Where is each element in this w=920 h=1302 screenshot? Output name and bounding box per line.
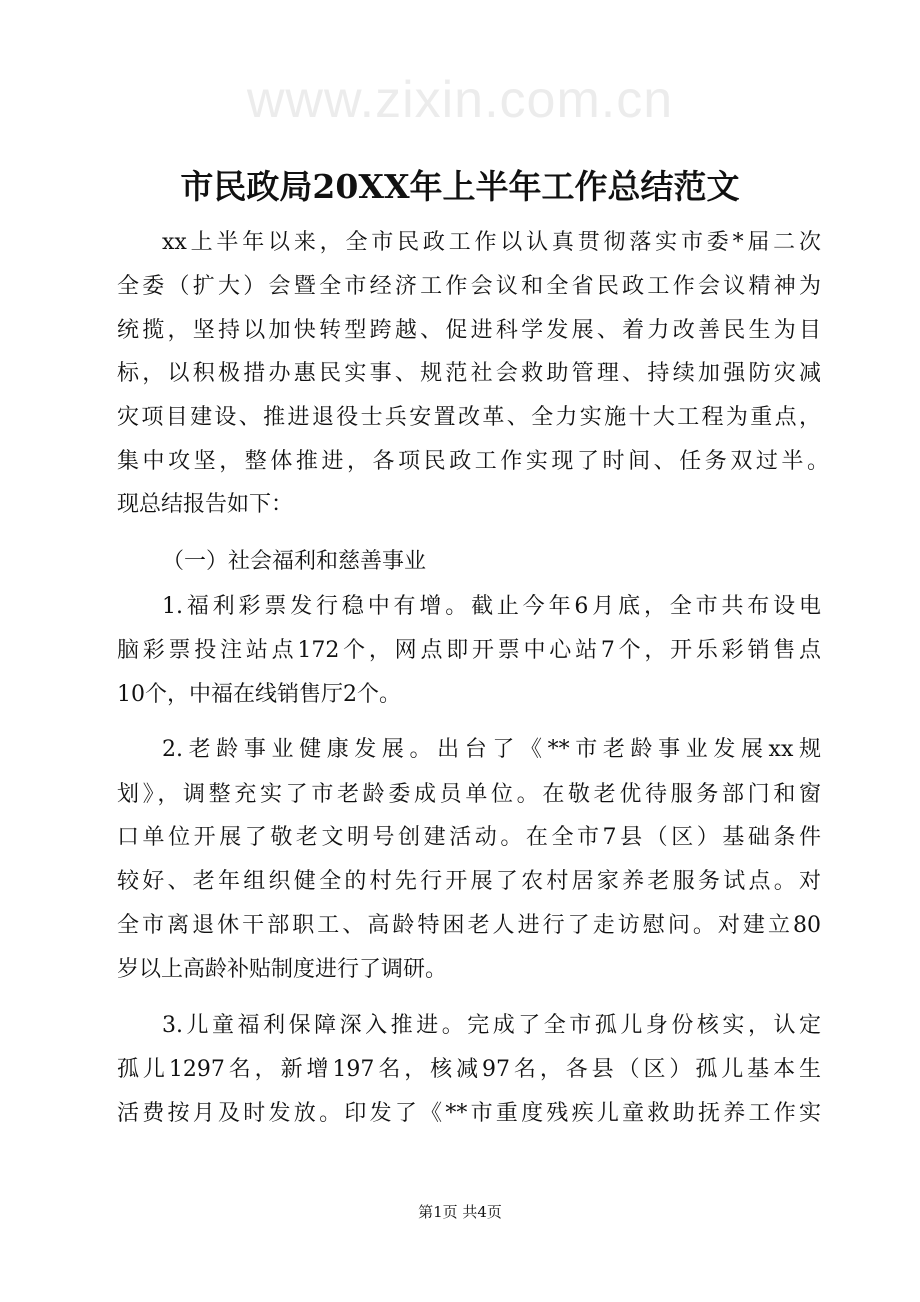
paragraph-line: 10个，中福在线销售厅2个。 [117, 682, 401, 707]
paragraph-line: 较好、老年组织健全的村先行开展了农村居家养老服务试点。对 [117, 869, 821, 894]
paragraph-line: xx上半年以来，全市民政工作以认真贯彻落实市委*届二次 [162, 230, 821, 255]
paragraph-line: 1.福利彩票发行稳中有增。截止今年6月底，全市共布设电 [162, 594, 821, 619]
document-title: 市民政局20XX年上半年工作总结范文 [180, 167, 740, 206]
watermark: www.zixin.com.cn [246, 71, 674, 129]
paragraph-line: 岁以上高龄补贴制度进行了调研。 [117, 957, 448, 982]
paragraph-line: 活费按月及时发放。印发了《**市重度残疾儿童救助抚养工作实 [117, 1101, 821, 1126]
paragraph-line: 统揽，坚持以加快转型跨越、促进科学发展、着力改善民生为目 [117, 318, 821, 343]
paragraph-line: 集中攻坚，整体推进，各项民政工作实现了时间、任务双过半。 [117, 449, 829, 474]
paragraph-line: 现总结报告如下： [117, 492, 294, 517]
paragraph-line: 2.老龄事业健康发展。出台了《**市老龄事业发展xx规 [162, 737, 821, 762]
section-heading: （一）社会福利和慈善事业 [162, 549, 427, 574]
paragraph-line: 灾项目建设、推进退役士兵安置改革、全力实施十大工程为重点， [117, 405, 821, 430]
paragraph-line: 3.儿童福利保障深入推进。完成了全市孤儿身份核实，认定 [162, 1013, 821, 1038]
paragraph-line: 全市离退休干部职工、高龄特困老人进行了走访慰问。对建立80 [117, 913, 821, 938]
paragraph-line: 全委（扩大）会暨全市经济工作会议和全省民政工作会议精神为 [117, 274, 821, 299]
paragraph-line: 口单位开展了敬老文明号创建活动。在全市7县（区）基础条件 [117, 825, 821, 850]
paragraph-line: 脑彩票投注站点172个，网点即开票中心站7个，开乐彩销售点 [117, 638, 821, 663]
paragraph-line: 标，以积极措办惠民实事、规范社会救助管理、持续加强防灾减 [117, 361, 821, 386]
paragraph-line: 孤儿1297名，新增197名，核减97名，各县（区）孤儿基本生 [117, 1057, 821, 1082]
page-footer: 第1页 共4页 [418, 1203, 502, 1221]
paragraph-line: 划》，调整充实了市老龄委成员单位。在敬老优待服务部门和窗 [117, 782, 821, 807]
